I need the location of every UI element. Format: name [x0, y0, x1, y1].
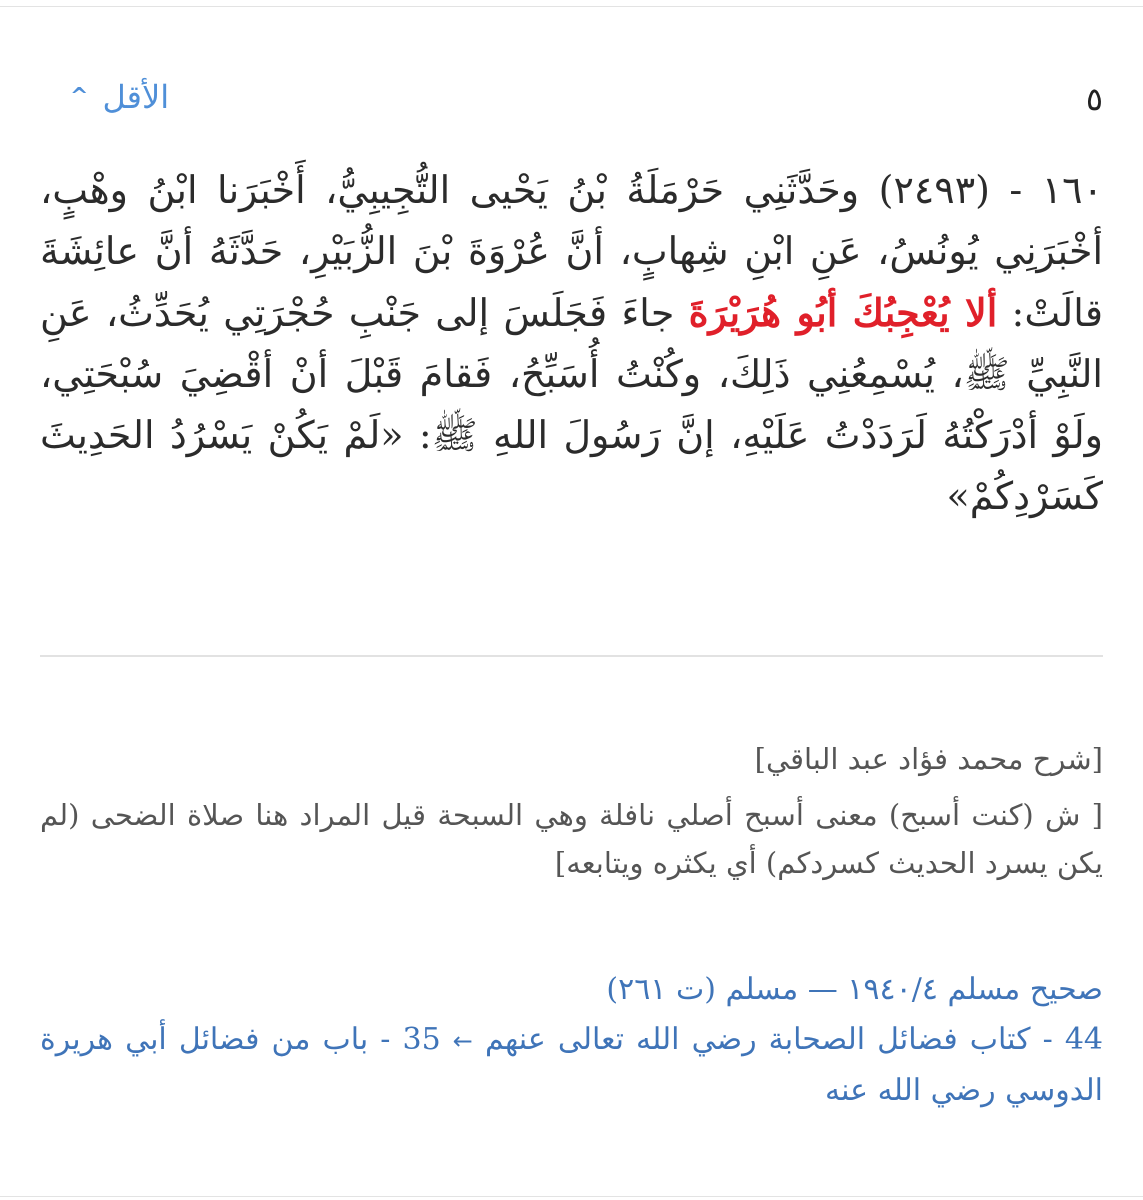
hadith-text	[40, 160, 1103, 527]
chapter-section-label: 35 - باب من فضائل أبي هريرة الدوسي رضي الله عنه	[40, 1022, 1103, 1108]
breadcrumb-arrow-icon: ←	[452, 1027, 473, 1055]
commentary-text: [ ش (كنت أسبح) معنى أسبح أصلي نافلة وهي السبحة قيل المراد هنا صلاة الضحى (لم يكن يسرد الحديث كسردكم) أي يكثره ويتابعه]	[40, 798, 1103, 880]
hadith-number: ٥	[1085, 80, 1103, 118]
show-less-label: الأقل	[102, 78, 170, 116]
chapter-book-label: 44 - كتاب فضائل الصحابة رضي الله تعالى عنهم	[485, 1022, 1103, 1057]
hadith-text-chain: ١٦٠ - (٢٤٩٣) وحَدَّثَنِي حَرْمَلَةُ بْنُ يَحْيى التُّجِيبِيُّ، أَخْبَرَنا ابْنُ وهْبٍ، أخْبَرَنِي يُونُسُ، عَنِ ابْنِ شِهابٍ، أنَّ عُرْوَةَ بْنَ الزُّبَيْرِ، حَدَّثَهُ أنَّ عائِشَةَ قالَتْ:	[40, 168, 1103, 335]
commentary-section	[40, 735, 1103, 887]
top-divider	[0, 6, 1143, 7]
chapter-reference-link[interactable]	[40, 1015, 1103, 1116]
show-less-button[interactable]	[70, 78, 169, 116]
bottom-divider	[0, 1196, 1143, 1197]
chevron-up-icon: ^	[70, 84, 89, 109]
section-divider	[40, 655, 1103, 657]
hadith-header	[40, 78, 1103, 122]
source-references	[40, 965, 1103, 1116]
hadith-text-matn: جاءَ فَجَلَسَ إلى جَنْبِ حُجْرَتِي يُحَدِّثُ، عَنِ النَّبِيِّ ﷺ، يُسْمِعُنِي ذَلِكَ، وكُنْتُ أُسَبِّحُ، فَقامَ قَبْلَ أنْ أقْضِيَ سُبْحَتِي، ولَوْ أدْرَكْتُهُ لَرَدَدْتُ عَلَيْهِ، إنَّ رَسُولَ اللهِ ﷺ: «لَمْ يَكُنْ يَسْرُدُ الحَدِيثَ كَسَرْدِكُمْ»	[40, 291, 1103, 518]
hadith-highlight: ألا يُعْجِبُكَ أبُو هُرَيْرَةَ	[688, 290, 998, 335]
commentary-title: [شرح محمد فؤاد عبد الباقي]	[754, 742, 1103, 776]
book-reference-link[interactable]: صحيح مسلم ٤/‏١٩٤٠ — مسلم (ت ٢٦١)	[606, 972, 1103, 1007]
